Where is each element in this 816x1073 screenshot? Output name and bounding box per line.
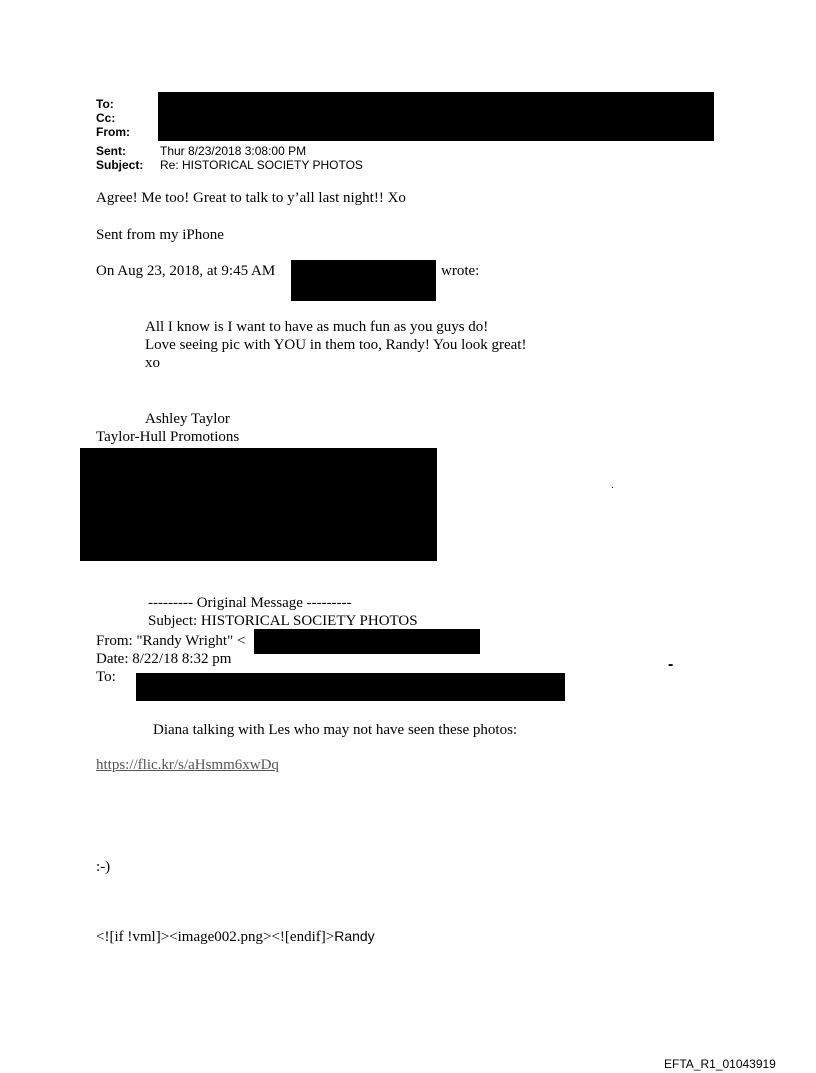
redaction-to-recipients [136, 673, 565, 701]
subject-label: Subject: [96, 158, 144, 172]
on-date-prefix: On Aug 23, 2018, at 9:45 AM [96, 263, 276, 279]
original-to: To: [96, 669, 116, 685]
vml-line [96, 928, 375, 946]
smiley-text: :-) [96, 859, 111, 875]
vml-name: Randy [334, 928, 375, 944]
redaction-sender-name [291, 260, 436, 301]
to-label: To: [96, 97, 114, 111]
subject-value: Re: HISTORICAL SOCIETY PHOTOS [160, 158, 363, 172]
sent-label: Sent: [96, 144, 126, 158]
wrote-label: wrote: [441, 263, 480, 279]
document-id: EFTA_R1_01043919 [664, 1057, 776, 1071]
signature-name: Ashley Taylor [145, 411, 230, 427]
sent-value: Thur 8/23/2018 3:08:00 PM [160, 144, 307, 158]
original-subject: Subject: HISTORICAL SOCIETY PHOTOS [148, 613, 418, 629]
original-from: From: "Randy Wright" < [96, 633, 246, 649]
original-message-text: Diana talking with Les who may not have seen these photos: [153, 722, 518, 738]
dash-mark: - [668, 656, 674, 673]
redaction-from-email [254, 629, 480, 654]
stray-dot: . [611, 480, 614, 491]
from-label: From: [96, 125, 130, 139]
quoted-line-2: Love seeing pic with YOU in them too, Randy! You look great! [145, 337, 527, 353]
signature-company: Taylor-Hull Promotions [96, 429, 240, 445]
reply-line: Agree! Me too! Great to talk to y’all last night!! Xo [96, 190, 406, 206]
quoted-line-3: xo [145, 355, 160, 371]
sent-from-iphone: Sent from my iPhone [96, 227, 224, 243]
flickr-link[interactable]: https://flic.kr/s/aHsmm6xwDq [96, 757, 279, 773]
quoted-line-1: All I know is I want to have as much fun as you guys do! [145, 319, 489, 335]
vml-markup: <![if !vml]><image002.png><![endif]> [96, 929, 335, 945]
redaction-header-recipients [158, 92, 714, 141]
original-date: Date: 8/22/18 8:32 pm [96, 651, 232, 667]
redaction-signature-block [80, 448, 437, 561]
original-message-divider: --------- Original Message --------- [148, 595, 352, 611]
cc-label: Cc: [96, 111, 116, 125]
